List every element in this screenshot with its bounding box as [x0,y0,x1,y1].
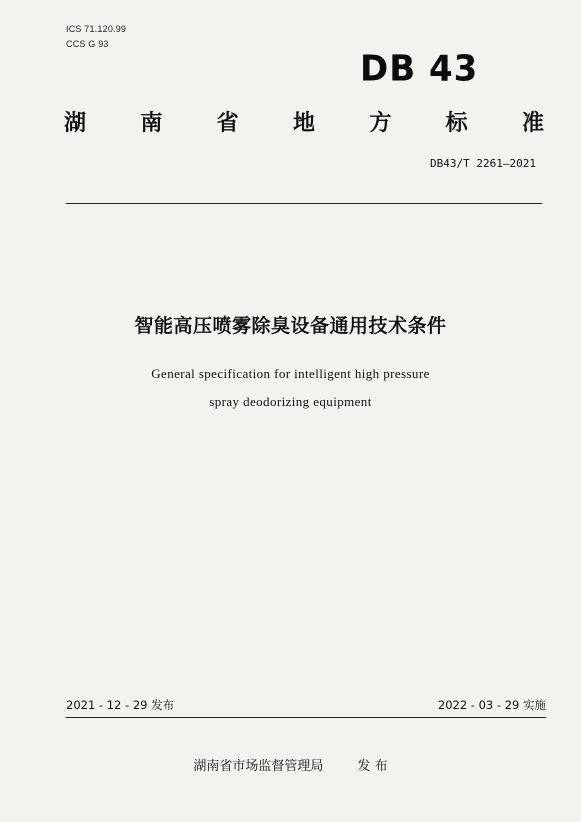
standard-category-char: 湖 [64,111,87,136]
standard-category-char: 准 [521,111,544,136]
title-chinese: 智能高压喷雾除臭设备通用技术条件 [134,315,447,337]
title-english-line-2: spray deodorizing equipment [209,394,372,409]
publish-action: 发 布 [357,759,388,774]
issue-date: 2021 - 12 - 29 发布 [66,698,175,712]
publisher-line [0,755,581,774]
standard-number: DB43/T 2261—2021 [430,157,536,170]
ccs-code: CCS G 93 [66,39,109,49]
effective-date: 2022 - 03 - 29 实施 [437,698,546,712]
title-english-line-1: General specification for intelligent high pressure [151,366,430,381]
footer-divider [66,717,546,718]
standard-category-char: 地 [292,111,315,136]
standard-category [64,106,544,137]
standard-category-char: 南 [140,111,163,136]
header-divider [66,203,542,204]
standard-category-char: 标 [445,111,468,136]
standard-category-char: 省 [216,111,239,136]
publisher-name: 湖南省市场监督管理局 [193,759,324,774]
ics-code: ICS 71.120.99 [66,24,127,34]
db-logo: DB 43 [360,48,479,90]
standard-category-char: 方 [369,111,392,136]
